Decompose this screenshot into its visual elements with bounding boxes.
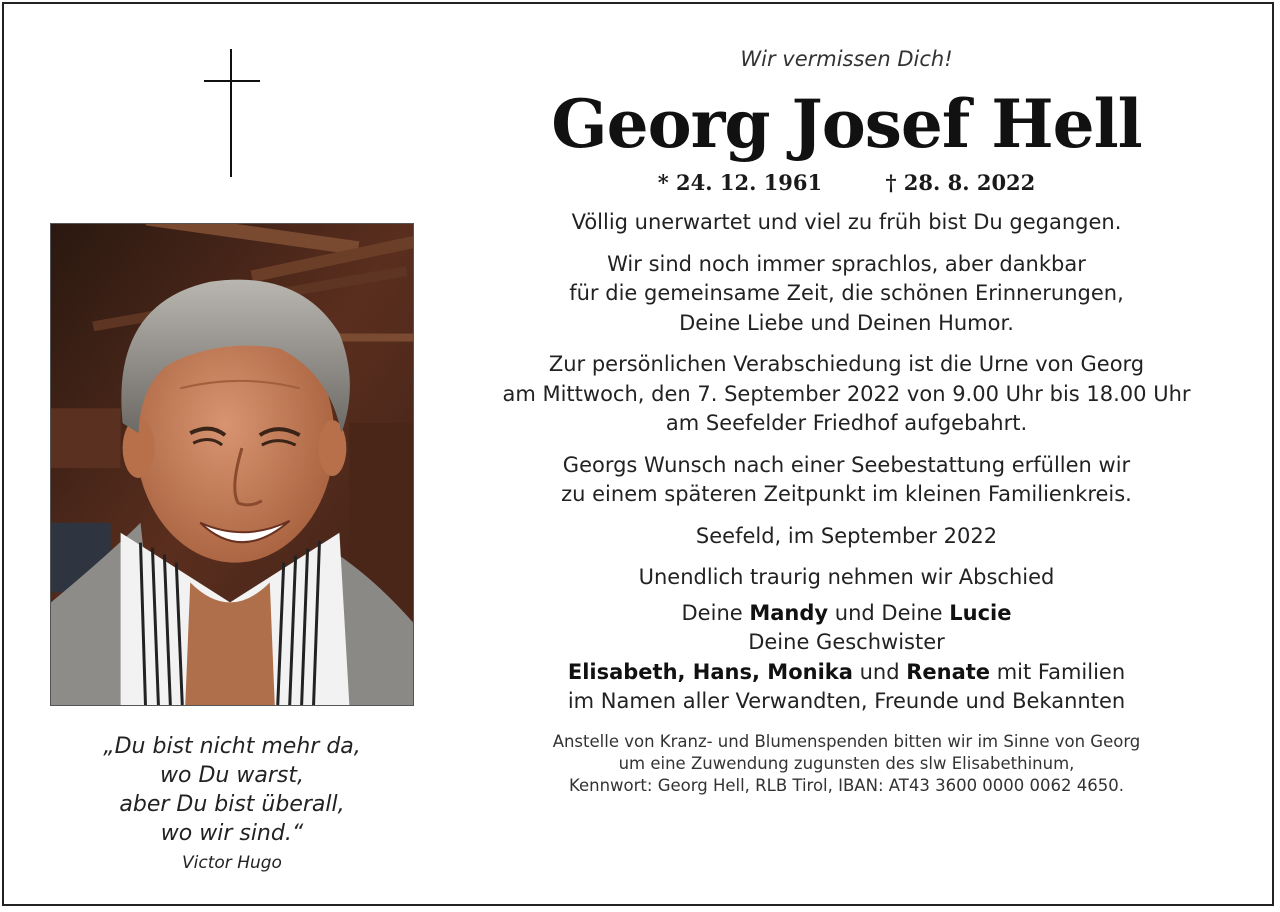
mourner-name: Lucie [949,600,1012,625]
mourners-line-4: im Namen aller Verwandten, Freunde und Bekannten [567,689,1126,713]
text-line: am Mittwoch, den 7. September 2022 von 9.00 Uhr bis 18.00 Uhr [502,381,1191,406]
mourners-line-3 [454,658,1239,688]
quote-line: wo Du warst, [160,763,304,788]
text-line: Deine Liebe und Deinen Humor. [679,310,1014,335]
poem-quote [50,732,414,878]
text-line: Völlig unerwartet und viel zu früh bist Du gegangen. [571,210,1122,234]
paragraph-1 [454,208,1239,238]
text-line: zu einem späteren Zeitpunkt im kleinen Familienkreis. [561,482,1132,506]
text-line: Wir sind noch immer sprachlos, aber dankbar [607,251,1086,276]
farewell-line: Unendlich traurig nehmen wir Abschied [638,565,1055,589]
paragraph-4 [454,451,1239,510]
note-line: Kennwort: Georg Hell, RLB Tirol, IBAN: AT43 3600 0000 0062 4650. [568,775,1125,795]
text-line: für die gemeinsame Zeit, die schönen Erinnerungen, [569,281,1124,305]
quote-line: wo wir sind.“ [160,821,304,846]
deceased-name: Georg Josef Hell [551,85,1142,163]
text-line: Zur persönlichen Verabschiedung ist die Urne von Georg [548,352,1145,376]
death-date: † 28. 8. 2022 [885,170,1036,195]
text-line: Georgs Wunsch nach einer Seebestattung erfüllen wir [562,452,1131,477]
latin-cross-icon [204,49,260,177]
mourners-line-2: Deine Geschwister [748,630,945,654]
mourner-name: Elisabeth, Hans, Monika [567,659,853,684]
mourners-line-1 [454,599,1239,629]
birth-date: * 24. 12. 1961 [657,170,823,195]
text-span: und [852,659,907,684]
mourner-name: Renate [906,659,991,684]
quote-line: „Du bist nicht mehr da, [103,734,361,759]
quote-line: aber Du bist überall, [119,792,345,817]
mourner-name: Mandy [749,600,829,625]
donation-note [454,731,1239,797]
life-dates [454,168,1239,198]
paragraph-3 [454,350,1239,439]
place-date: Seefeld, im September 2022 [695,523,998,548]
quote-author: Victor Hugo [182,853,282,873]
note-line: Anstelle von Kranz- und Blumenspenden bitten wir im Sinne von Georg [552,731,1141,751]
paragraph-2 [454,250,1239,339]
text-span: und Deine [828,600,950,625]
portrait-photo [50,223,414,706]
text-span: Deine [681,600,750,625]
obituary-frame [2,2,1274,906]
text-span: mit Familien [990,659,1126,684]
main-text-column [454,44,1239,797]
note-line: um eine Zuwendung zugunsten des slw Elisabethinum, [618,753,1075,773]
motto: Wir vermissen Dich! [740,47,953,71]
text-line: am Seefelder Friedhof aufgebahrt. [665,411,1028,435]
